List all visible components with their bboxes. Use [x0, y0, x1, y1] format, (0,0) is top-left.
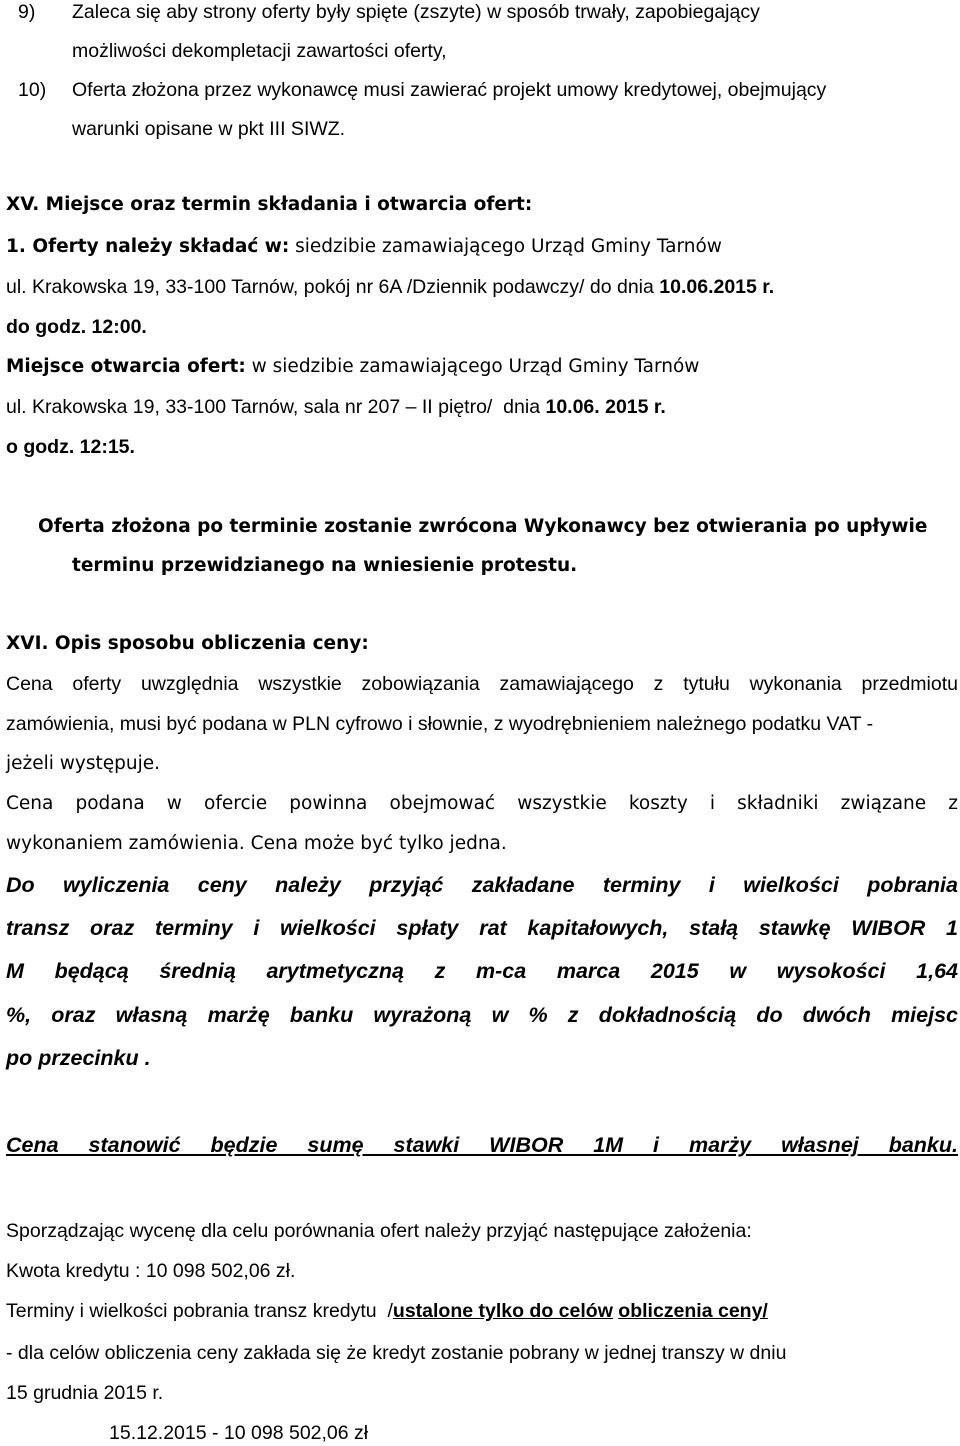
- item-9-text-line2: możliwości dekompletacji zawartości oferty,: [72, 40, 447, 62]
- calculation-rule-line1: Do wyliczenia ceny należy przyjąć zakładane terminy i wielkości pobrania: [6, 873, 958, 897]
- item-9-number: 9): [18, 1, 36, 23]
- opening-label: Miejsce otwarcia ofert:: [6, 356, 246, 377]
- price-costs-line1: Cena podana w ofercie powinna obejmować wszystkie koszty i składniki związane z: [6, 793, 958, 814]
- late-offer-note-line1: Oferta złożona po terminie zostanie zwrócona Wykonawcy bez otwierania po upływie: [38, 516, 928, 537]
- schedule-row: 15.12.2015 - 10 098 502,06 zł: [109, 1422, 369, 1444]
- opening-date: 10.06. 2015 r.: [545, 396, 666, 418]
- submission-address: ul. Krakowska 19, 33-100 Tarnów, pokój nr 6A /Dziennik podawczy/ do dnia: [6, 276, 660, 298]
- tranche-terms: [6, 1299, 768, 1323]
- credit-amount: Kwota kredytu : 10 098 502,06 zł.: [6, 1260, 296, 1282]
- single-tranche-line1: - dla celów obliczenia ceny zakłada się że kredyt zostanie pobrany w jednej transzy w dniu: [6, 1342, 787, 1364]
- calculation-rule-line3: M będącą średnią arytmetyczną z m-ca marca 2015 w wysokości 1,64: [6, 959, 958, 983]
- price-scope-line3: jeżeli występuje.: [6, 753, 160, 774]
- submission-label: 1. Oferty należy składać w:: [6, 236, 290, 257]
- item-9-text-line1: Zaleca się aby strony oferty były spięte (zszyte) w sposób trwały, zapobiegający: [72, 1, 760, 23]
- calculation-rule-line4: %, oraz własną marżę banku wyrażoną w % z dokładnością do dwóch miejsc: [6, 1003, 958, 1027]
- opening-time: o godz. 12:15.: [6, 436, 135, 458]
- submission-place-line1: [6, 235, 722, 259]
- opening-address: ul. Krakowska 19, 33-100 Tarnów, sala nr 207 – II piętro/ dnia: [6, 396, 546, 418]
- calculation-rule-line5: po przecinku .: [6, 1046, 151, 1070]
- submission-place: siedzibie zamawiającego Urząd Gminy Tarnów: [289, 236, 722, 257]
- submission-time: do godz. 12:00.: [6, 316, 147, 338]
- late-offer-note-line2: terminu przewidzianego na wniesienie protestu.: [72, 555, 578, 576]
- submission-date: 10.06.2015 r.: [659, 276, 775, 298]
- single-tranche-line2: 15 grudnia 2015 r.: [6, 1382, 164, 1404]
- tranche-terms-note2: obliczenia ceny/: [618, 1300, 768, 1322]
- calculation-rule-line2: transz oraz terminy i wielkości spłaty rat kapitałowych, stałą stawkę WIBOR 1: [6, 916, 958, 940]
- opening-place-line1: [6, 355, 699, 379]
- tranche-terms-prefix: Terminy i wielkości pobrania transz kredytu /: [6, 1300, 393, 1322]
- price-costs-line2: wykonaniem zamówienia. Cena może być tylko jedna.: [6, 833, 507, 854]
- assumptions-intro: Sporządzając wycenę dla celu porównania ofert należy przyjąć następujące założenia:: [6, 1220, 752, 1242]
- price-scope-line2: zamówienia, musi być podana w PLN cyfrowo i słownie, z wyodrębnieniem należnego podatku VAT -: [6, 713, 874, 735]
- price-scope-line1: Cena oferty uwzględnia wszystkie zobowiązania zamawiającego z tytułu wykonania przedmiotu: [6, 673, 958, 695]
- item-10-text-line1: Oferta złożona przez wykonawcę musi zawierać projekt umowy kredytowej, obejmujący: [72, 79, 827, 101]
- price-definition: Cena stanowić będzie sumę stawki WIBOR 1M i marży własnej banku.: [6, 1133, 958, 1157]
- section-xv-heading: XV. Miejsce oraz termin składania i otwarcia ofert:: [6, 194, 533, 215]
- item-10-number: 10): [18, 79, 47, 101]
- submission-place-line2: [6, 275, 774, 299]
- section-xvi-heading-text: XVI. Opis sposobu obliczenia ceny:: [6, 633, 369, 654]
- section-xvi-heading: [6, 632, 369, 656]
- item-10-text-line2: warunki opisane w pkt III SIWZ.: [72, 118, 346, 140]
- opening-place-line2: [6, 395, 666, 419]
- opening-place: w siedzibie zamawiającego Urząd Gminy Tarnów: [245, 356, 700, 377]
- tranche-terms-note1: ustalone tylko do celów: [392, 1300, 613, 1322]
